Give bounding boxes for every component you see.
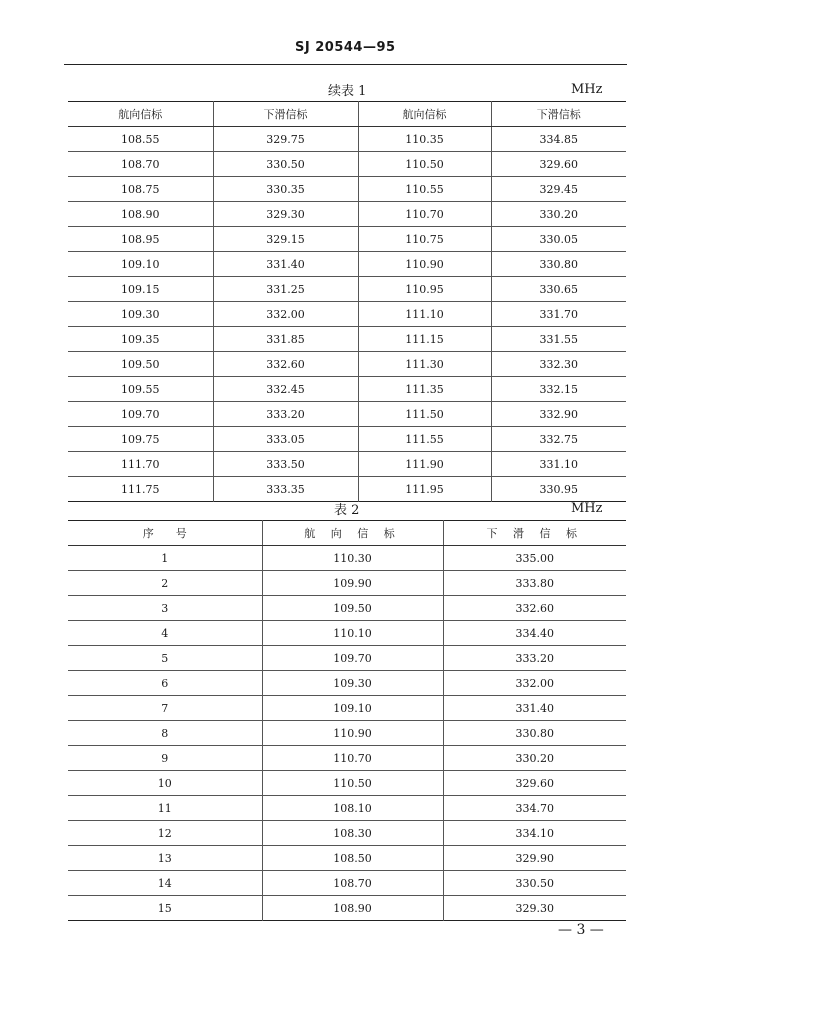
table1-row	[68, 127, 626, 152]
table2-cell: 12	[68, 821, 262, 846]
table1-row	[68, 202, 626, 227]
table1-row	[68, 227, 626, 252]
table1-cell: 111.75	[68, 477, 213, 502]
table1-cell: 108.70	[68, 152, 213, 177]
table2-cell: 109.50	[262, 596, 443, 621]
table1-cell: 333.05	[213, 427, 358, 452]
table2-cell: 11	[68, 796, 262, 821]
table1-row	[68, 452, 626, 477]
table2-row	[68, 896, 626, 921]
table2-cell: 109.90	[262, 571, 443, 596]
table2-row	[68, 596, 626, 621]
table2-cell: 5	[68, 646, 262, 671]
table1-cell: 330.65	[491, 277, 626, 302]
table2-caption: 表 2	[334, 503, 360, 518]
table1-cell: 110.95	[358, 277, 491, 302]
table1-cell: 108.55	[68, 127, 213, 152]
table1-cell: 334.85	[491, 127, 626, 152]
table1-cell: 109.75	[68, 427, 213, 452]
table1-cell: 109.70	[68, 402, 213, 427]
table1-cell: 330.35	[213, 177, 358, 202]
table2-row	[68, 871, 626, 896]
table1-cell: 111.15	[358, 327, 491, 352]
table1-cell: 332.45	[213, 377, 358, 402]
table2-cell: 7	[68, 696, 262, 721]
table1-cell: 109.15	[68, 277, 213, 302]
table2-cell: 3	[68, 596, 262, 621]
table1-cell: 111.90	[358, 452, 491, 477]
table1-row	[68, 252, 626, 277]
table1-cell: 109.35	[68, 327, 213, 352]
table1-cell: 111.70	[68, 452, 213, 477]
table1-cell: 108.95	[68, 227, 213, 252]
table1-cell: 329.75	[213, 127, 358, 152]
table2-header-index: 序 号	[68, 521, 262, 546]
table1-row	[68, 277, 626, 302]
table1-row	[68, 327, 626, 352]
table1-cell: 329.30	[213, 202, 358, 227]
table1-cell: 111.95	[358, 477, 491, 502]
table1-row	[68, 302, 626, 327]
table2-cell: 108.30	[262, 821, 443, 846]
table2-cell: 108.10	[262, 796, 443, 821]
table1-cell: 111.50	[358, 402, 491, 427]
table2-cell: 334.70	[443, 796, 626, 821]
table2-header-localizer: 航 向 信 标	[262, 521, 443, 546]
table2-cell: 334.10	[443, 821, 626, 846]
table2-cell: 330.50	[443, 871, 626, 896]
table2-cell: 14	[68, 871, 262, 896]
table1-cell: 331.25	[213, 277, 358, 302]
table1-cell: 330.95	[539, 482, 578, 496]
table2-cell: 9	[68, 746, 262, 771]
table1-header-glideslope: 下滑信标	[213, 102, 358, 127]
table1-cell: 329.60	[491, 152, 626, 177]
table2-row	[68, 846, 626, 871]
table1-cell: 330.20	[491, 202, 626, 227]
table1-row	[68, 402, 626, 427]
table2-unit: MHz	[571, 501, 603, 516]
table1-cell: 110.55	[358, 177, 491, 202]
table2-cell: 109.10	[262, 696, 443, 721]
table1-row	[68, 427, 626, 452]
table2-cell: 110.10	[262, 621, 443, 646]
table1-unit: MHz	[571, 82, 603, 97]
table2-row	[68, 621, 626, 646]
table1-row	[68, 352, 626, 377]
header-rule	[64, 64, 627, 65]
table2-row	[68, 821, 626, 846]
table2-cell: 13	[68, 846, 262, 871]
table2-cell: 8	[68, 721, 262, 746]
table2-row	[68, 721, 626, 746]
table2-cell: 332.60	[443, 596, 626, 621]
table2-cell: 109.70	[262, 646, 443, 671]
table1-cell: 110.70	[358, 202, 491, 227]
document-code: SJ 20544—95	[295, 40, 396, 55]
table1-header-row	[68, 102, 626, 127]
table1-cell: 332.90	[491, 402, 626, 427]
table1-row	[68, 477, 626, 502]
table1-cell: 110.75	[358, 227, 491, 252]
table1-cell: 111.35	[358, 377, 491, 402]
table2-cell: 15	[68, 896, 262, 921]
table1-cell: 329.15	[213, 227, 358, 252]
table2-cell: 333.20	[443, 646, 626, 671]
table1-header-glideslope-2: 下滑信标	[491, 102, 626, 127]
table2-cell: 330.20	[443, 746, 626, 771]
table1-cell: 333.20	[213, 402, 358, 427]
table1-cell: 110.90	[358, 252, 491, 277]
table1-cell: 332.60	[213, 352, 358, 377]
table1-cell: 110.35	[358, 127, 491, 152]
table1-cell: 111.55	[358, 427, 491, 452]
table1-cell: 110.50	[358, 152, 491, 177]
table2-cell: 334.40	[443, 621, 626, 646]
table2-cell: 10	[68, 771, 262, 796]
table2-cell: 333.80	[443, 571, 626, 596]
table2-cell: 4	[68, 621, 262, 646]
table1-cell: 111.30	[358, 352, 491, 377]
table2-row	[68, 796, 626, 821]
table2-cell: 108.50	[262, 846, 443, 871]
table1-cell: 332.30	[491, 352, 626, 377]
table2-cell: 110.90	[262, 721, 443, 746]
table2-cell: 110.70	[262, 746, 443, 771]
table2-cell: 330.80	[443, 721, 626, 746]
table1-cell: 333.50	[213, 452, 358, 477]
table2-row	[68, 646, 626, 671]
table1-row	[68, 377, 626, 402]
table1-cell: 331.40	[213, 252, 358, 277]
table2-cell: 6	[68, 671, 262, 696]
table2-cell: 2	[68, 571, 262, 596]
table2-cell: 108.70	[262, 871, 443, 896]
table1-cell: 333.35	[213, 477, 358, 502]
page-number: — 3 —	[558, 922, 604, 938]
table2-row	[68, 771, 626, 796]
table1-cell: 331.10	[491, 452, 626, 477]
table2-cell: 335.00	[443, 546, 626, 571]
table-2	[68, 520, 626, 921]
table1-cell: 331.85	[213, 327, 358, 352]
table1-cell: 109.50	[68, 352, 213, 377]
table2-row	[68, 546, 626, 571]
table2-cell: 329.30	[515, 901, 554, 915]
table2-row	[68, 671, 626, 696]
table1-cell: 108.90	[68, 202, 213, 227]
table1-row	[68, 152, 626, 177]
table2-cell: 329.90	[443, 846, 626, 871]
table1-cell: 109.55	[68, 377, 213, 402]
table1-header-localizer-2: 航向信标	[358, 102, 491, 127]
table1-header-localizer: 航向信标	[68, 102, 213, 127]
table1-cell: 330.05	[491, 227, 626, 252]
table1-caption: 续表 1	[328, 84, 367, 99]
table2-cell: 332.00	[443, 671, 626, 696]
table1-cell: 329.45	[491, 177, 626, 202]
table2-cell: 109.30	[262, 671, 443, 696]
table1-cell: 330.50	[213, 152, 358, 177]
table1-cell: 332.75	[491, 427, 626, 452]
table1-cell: 108.75	[68, 177, 213, 202]
table2-cell: 331.40	[443, 696, 626, 721]
table2-header-glideslope: 下 滑 信 标	[443, 521, 626, 546]
table2-row	[68, 571, 626, 596]
table1-row	[68, 177, 626, 202]
table1-cell: 331.70	[491, 302, 626, 327]
table1-cell: 111.10	[358, 302, 491, 327]
table1-cell: 109.10	[68, 252, 213, 277]
table2-header-row	[68, 521, 626, 546]
table2-cell: 110.30	[262, 546, 443, 571]
table2-row	[68, 696, 626, 721]
table1-cell: 332.15	[491, 377, 626, 402]
table2-row	[68, 746, 626, 771]
table2-cell: 329.60	[443, 771, 626, 796]
table1-cell: 332.00	[213, 302, 358, 327]
table-1	[68, 101, 626, 502]
table1-cell: 109.30	[68, 302, 213, 327]
table1-cell: 330.80	[491, 252, 626, 277]
table1-cell: 331.55	[491, 327, 626, 352]
table2-cell: 1	[68, 546, 262, 571]
table2-cell: 110.50	[262, 771, 443, 796]
table2-cell: 108.90	[262, 896, 443, 921]
